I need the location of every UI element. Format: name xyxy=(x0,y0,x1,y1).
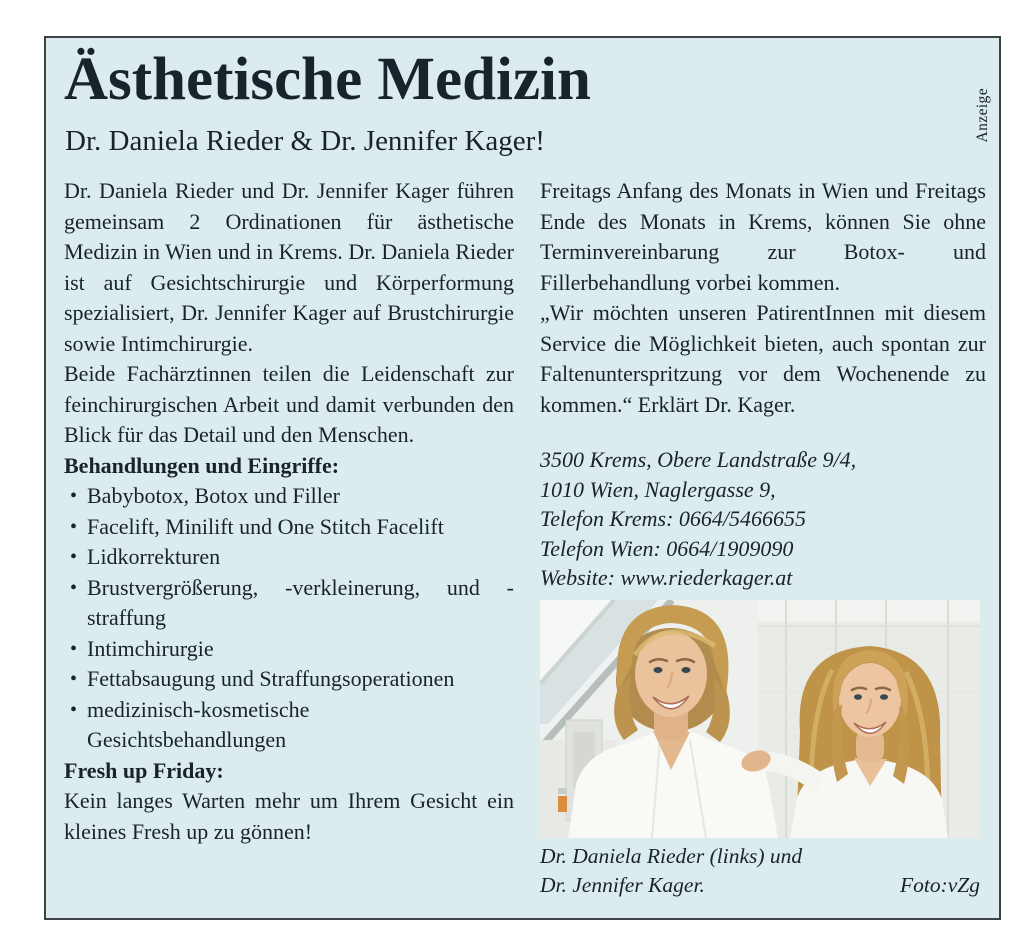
treatment-item: • Intimchirurgie xyxy=(64,634,514,665)
treatments-list xyxy=(64,481,514,756)
address-krems: 3500 Krems, Obere Landstraße 9/4, xyxy=(540,447,857,472)
right-column xyxy=(540,176,986,900)
friday-info-paragraph: Freitags Anfang des Monats in Wien und Freitags Ende des Monats in Krems, können Sie ohne Terminvereinbarung zur Botox- und Fillerbehandlung vorbei kommen. xyxy=(540,178,986,295)
photo-caption-line1: Dr. Daniela Rieder (links) und xyxy=(540,843,803,868)
treatment-item: • Facelift, Minilift und One Stitch Facelift xyxy=(64,512,514,543)
anzeige-label: Anzeige xyxy=(974,88,991,143)
left-column xyxy=(64,176,514,847)
photo-caption xyxy=(540,842,980,900)
phone-krems: Telefon Krems: 0664/5466655 xyxy=(540,506,807,531)
treatment-item: • Babybotox, Botox und Filler xyxy=(64,481,514,512)
page-title: Ästhetische Medizin xyxy=(64,46,591,113)
quote-paragraph: „Wir möchten unseren PatirentInnen mit diesem Service die Möglichkeit bieten, auch spontan zur Faltenunterspritzung vor dem Wochenende zu kommen.“ Erklärt Dr. Kager. xyxy=(540,300,986,417)
passion-paragraph: Beide Fachärztinnen teilen die Leidenschaft zur feinchirurgischen Arbeit und damit verbunden den Blick für das Detail und den Menschen. xyxy=(64,361,514,447)
photo-caption-line2: Dr. Jennifer Kager. xyxy=(540,872,705,897)
treatment-item: • Brustvergrößerung, -verkleinerung, und -straffung xyxy=(64,573,514,634)
advertisement-box xyxy=(44,36,1001,920)
photo-credit: Foto:vZg xyxy=(899,872,980,897)
treatments-heading: Behandlungen und Eingriffe: xyxy=(64,452,340,478)
doctor-kager-figure xyxy=(790,646,948,838)
fresh-up-heading: Fresh up Friday: xyxy=(64,757,224,783)
treatment-item: • Fettabsaugung und Straffungsoperationen xyxy=(64,664,514,695)
address-wien: 1010 Wien, Naglergasse 9, xyxy=(540,476,776,502)
page-subtitle: Dr. Daniela Rieder & Dr. Jennifer Kager! xyxy=(65,125,545,157)
fresh-up-text: Kein langes Warten mehr um Ihrem Gesicht ein kleines Fresh up zu gönnen! xyxy=(64,788,514,844)
contact-block xyxy=(540,445,986,593)
phone-wien: Telefon Wien: 0664/1909090 xyxy=(540,535,794,561)
treatment-item: • Lidkorrekturen xyxy=(64,542,514,573)
website: Website: www.riederkager.at xyxy=(540,565,793,590)
doctors-photo xyxy=(540,600,980,838)
treatment-item: • medizinisch-kosmetische Gesichtsbehandlungen xyxy=(64,695,514,756)
intro-paragraph: Dr. Daniela Rieder und Dr. Jennifer Kager führen gemeinsam 2 Ordinationen für ästhetische Medizin in Wien und in Krems. Dr. Daniela Rieder ist auf Gesichtschirurgie und Körperformung spezialisiert, Dr. Jennifer Kager auf Brustchirurgie sowie Intimchirurgie. xyxy=(64,178,514,356)
